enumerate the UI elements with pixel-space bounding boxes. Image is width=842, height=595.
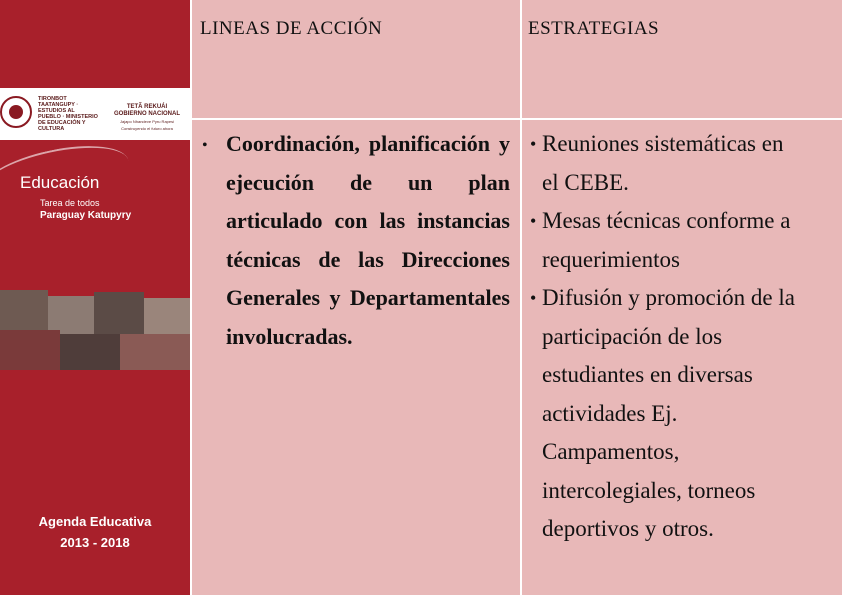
strategy-line: el CEBE. [542, 169, 629, 195]
bullet-icon: • [530, 134, 537, 154]
lineas-text: Coordinación, planificación y ejecución de un plan articulado con las instancias técnicas de las Direcciones Generales y Departamentales involucradas. [226, 131, 510, 349]
strategy-item [528, 279, 842, 549]
header-cell-lineas [190, 0, 520, 118]
agenda-title: Agenda Educativa [38, 514, 152, 529]
strategy-line: intercolegiales, torneos [542, 477, 756, 503]
sidebar-banner [0, 0, 190, 595]
header-divider [190, 118, 842, 120]
header-lineas-label: LINEAS DE ACCIÓN [200, 18, 383, 39]
header-estrategias-label: ESTRATEGIAS [528, 18, 660, 39]
gov-line-1: TETÃ REKUÁI [126, 104, 168, 110]
bullet-icon: • [530, 288, 537, 308]
strategy-line: estudiantes en diversas [542, 362, 753, 387]
logo-band [0, 88, 190, 140]
strategy-line: participación de los [542, 323, 723, 349]
table-border-left [190, 0, 192, 595]
bullet-icon: • [202, 137, 208, 154]
agenda-years: 2013 - 2018 [60, 535, 130, 550]
strategy-line: Campamentos, [542, 439, 680, 464]
strategy-line: actividades Ej. [542, 400, 678, 426]
strategy-item [528, 202, 842, 279]
gov-line-4: Construyendo el futuro ahora [121, 126, 173, 131]
gov-line-2: GOBIERNO NACIONAL [114, 111, 180, 117]
education-slogan: Paraguay Katupyry [40, 210, 132, 221]
government-logo-text [105, 104, 189, 132]
column-divider [520, 0, 522, 595]
estrategias-cell [528, 125, 842, 549]
photo-collage [0, 290, 190, 370]
strategy-line: requerimientos [542, 246, 680, 272]
strategy-line: deportivos y otros. [542, 516, 714, 541]
education-title: Educación [20, 173, 100, 192]
ministry-logo-text: TIRONBOT TAATANGUPY · ESTUDIOS AL PUEBLO · MINISTERIO DE EDUCACIÓN Y CULTURA [38, 96, 98, 132]
strategy-line: Mesas técnicas conforme a [542, 208, 791, 233]
strategy-line: Difusión y promoción de la [542, 285, 795, 310]
national-seal-icon [0, 96, 32, 128]
gov-line-3: Jajapo Nhandeve Pyru Rapesi [119, 119, 175, 124]
education-subtitle: Tarea de todos [40, 198, 100, 208]
strategy-line: Reuniones sistemáticas en [542, 131, 784, 156]
content-table [190, 0, 842, 595]
strategy-item [528, 125, 842, 202]
header-cell-estrategias [522, 0, 842, 118]
bullet-icon: • [530, 211, 537, 231]
